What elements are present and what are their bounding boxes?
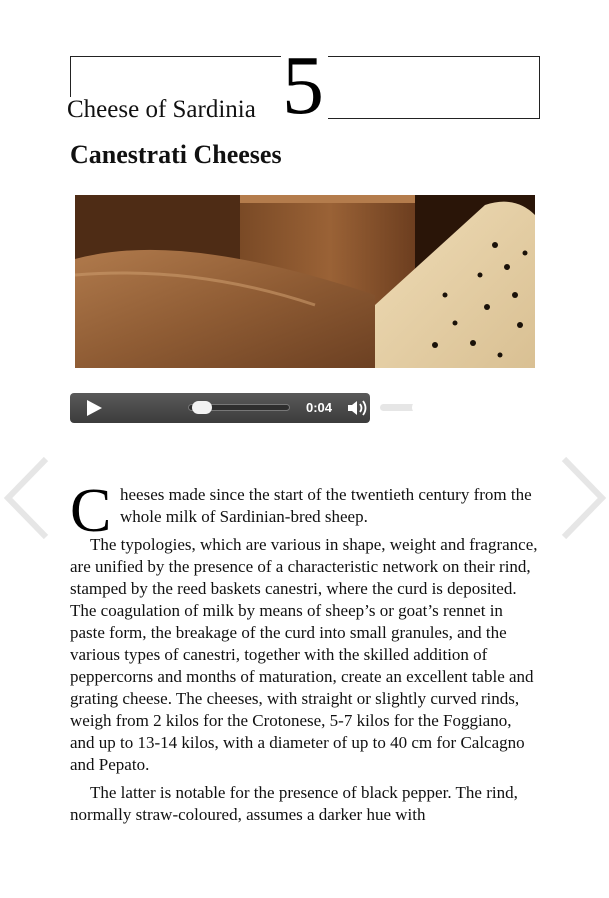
- paragraph-intro: heeses made since the start of the twentieth century from the whole milk of Sardinian-bred sheep.: [120, 485, 532, 526]
- play-icon[interactable]: [84, 399, 104, 417]
- paragraph-typologies: The typologies, which are various in shape, weight and fragrance, are unified by the presence of a characteristic network on their rind, stamped by the reed baskets canestri, where the curd is deposited. The coagulation of milk by means of sheep’s or goat’s rennet in paste form, the breakage of the curd into small granules, and the various types of canestri, together with the skilled addition of peppercorns and months of maturation, create an excellent table and grating cheese. The cheeses, with straight or slightly curved rinds, weigh from 2 kilos for the Crotonese, 5-7 kilos for the Foggiano, and up to 13-14 kilos, with a diameter of up to 40 cm for Calcagno and Pepato.: [70, 535, 538, 774]
- volume-handle[interactable]: [412, 401, 425, 414]
- paragraph-latter: The latter is notable for the presence of black pepper. The rind, normally straw-coloured, assumes a darker hue with: [70, 783, 518, 824]
- article-body: [70, 477, 540, 832]
- chapter-frame-right: [328, 56, 540, 119]
- current-time: 0:04: [306, 400, 333, 415]
- chapter-frame-left: [70, 56, 281, 97]
- chapter-name: Cheese of Sardinia: [67, 96, 256, 123]
- drop-cap: C: [70, 477, 112, 545]
- chapter-header: [67, 39, 540, 132]
- cheese-photo: [75, 195, 535, 368]
- seek-handle[interactable]: [192, 401, 212, 414]
- chevron-left-icon[interactable]: [2, 455, 52, 541]
- chevron-right-icon[interactable]: [558, 455, 608, 541]
- article-title: Canestrati Cheeses: [70, 140, 282, 169]
- chapter-number: 5: [282, 39, 324, 132]
- cheese-photo-illustration: [75, 195, 535, 368]
- speaker-icon[interactable]: [346, 399, 370, 417]
- audio-player: [70, 393, 370, 423]
